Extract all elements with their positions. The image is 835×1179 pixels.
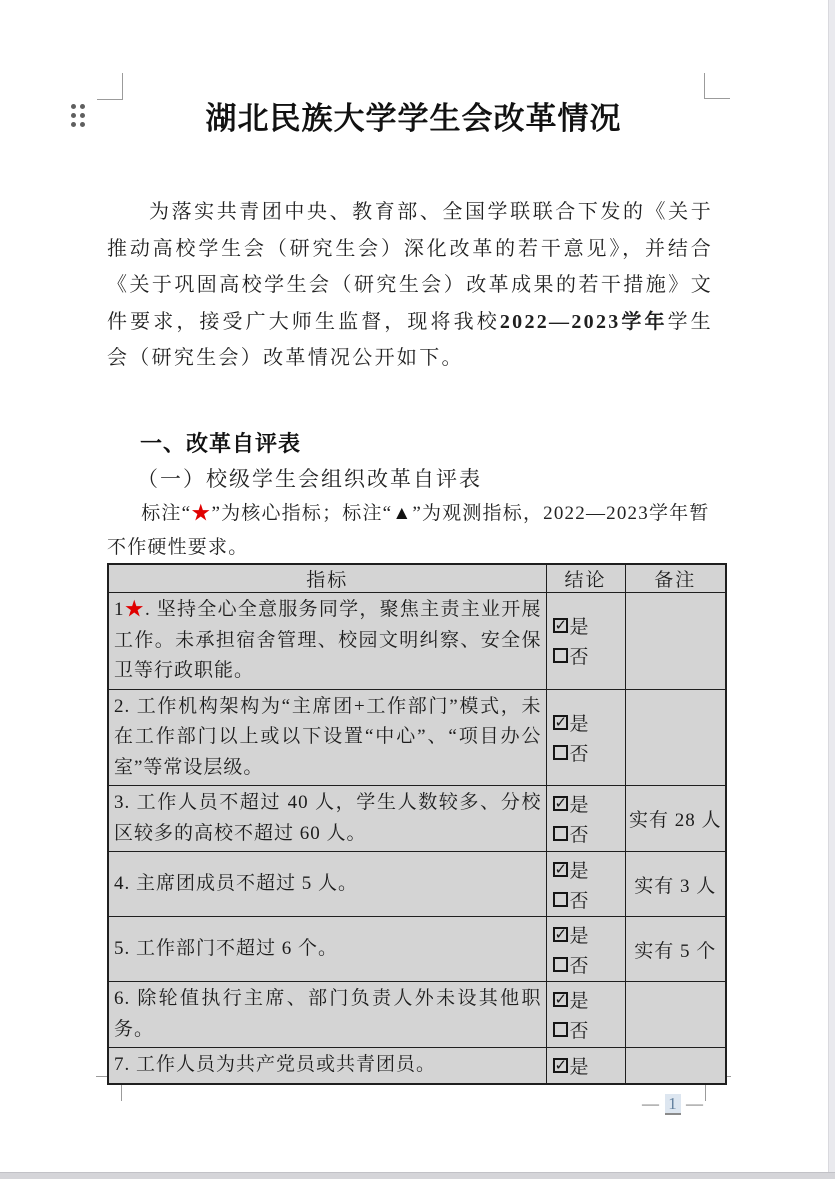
section-heading-2: （一）校级学生会组织改革自评表 [137, 467, 482, 491]
checkbox-yes[interactable] [553, 919, 625, 949]
intro-paragraph [107, 194, 713, 377]
self-evaluation-table [107, 563, 725, 1085]
checkbox-label: 是 [569, 617, 589, 639]
checkbox-checked-icon[interactable] [553, 992, 568, 1007]
checkbox-checked-icon[interactable] [553, 1058, 568, 1073]
conclusion-cell [546, 917, 625, 982]
checkbox-label: 是 [569, 925, 589, 947]
table-row [108, 1048, 726, 1084]
checkbox-empty-icon[interactable] [553, 1022, 568, 1037]
table-header-row [108, 564, 726, 593]
core-indicator-star-icon: ★ [191, 503, 212, 524]
table-row [108, 786, 726, 852]
indicator-text: . 坚持全心全意服务同学，聚焦主责主业开展工作。未承担宿舍管理、校园文明纠察、安全保卫等行政职能。 [114, 599, 542, 681]
checkbox-no[interactable] [553, 884, 625, 914]
section-heading-1: 一、改革自评表 [140, 431, 302, 456]
indicator-number: 7 [114, 1054, 125, 1075]
conclusion-cell [546, 852, 625, 917]
conclusion-cell [546, 982, 625, 1048]
table-row [108, 852, 726, 917]
checkbox-checked-icon[interactable] [553, 927, 568, 942]
core-indicator-star-icon: ★ [124, 599, 146, 620]
indicator-number: 1 [114, 599, 125, 620]
column-header-indicator: 指标 [108, 564, 546, 593]
checkbox-yes[interactable] [553, 985, 625, 1015]
remark-cell [625, 1048, 726, 1084]
table-row [108, 982, 726, 1048]
checkbox-no[interactable] [553, 819, 625, 849]
table-row [108, 917, 726, 982]
page-title: 湖北民族大学学生会改革情况 [205, 101, 622, 136]
checkbox-label: 否 [569, 647, 589, 669]
crop-mark-top-right [704, 73, 730, 99]
note-segment: 标注“ [141, 503, 192, 524]
indicator-text: . 工作人员为共产党员或共青团员。 [124, 1054, 437, 1075]
checkbox-yes[interactable] [553, 1050, 625, 1080]
indicator-text: . 主席团成员不超过 5 人。 [124, 872, 359, 894]
checkbox-label: 否 [569, 955, 589, 977]
indicator-cell [108, 982, 546, 1048]
table-row [108, 689, 726, 786]
vertical-scrollbar[interactable] [828, 0, 835, 1179]
observed-indicator-triangle-icon: ▲ [392, 503, 413, 524]
table-row [108, 593, 726, 690]
page-number-dash-right: — [686, 1094, 704, 1113]
conclusion-cell [546, 593, 625, 690]
conclusion-cell [546, 786, 625, 852]
page-number-dash-left: — [642, 1094, 660, 1113]
remark-cell [625, 689, 726, 786]
indicator-text: . 除轮值执行主席、部门负责人外未设其他职务。 [114, 988, 542, 1040]
indicator-number: 5 [114, 937, 125, 959]
conclusion-cell [546, 1048, 625, 1084]
indicator-number: 4 [114, 872, 125, 894]
checkbox-label: 否 [569, 1021, 589, 1042]
checkbox-yes[interactable] [553, 854, 625, 884]
indicator-note [107, 497, 719, 565]
checkbox-label: 否 [569, 890, 589, 912]
crop-mark-top-left [97, 73, 123, 100]
checkbox-label: 是 [569, 991, 589, 1012]
checkbox-label: 是 [569, 713, 589, 735]
indicator-cell [108, 786, 546, 852]
checkbox-checked-icon[interactable] [553, 618, 568, 633]
page-edge-band [0, 1172, 835, 1179]
checkbox-label: 是 [569, 1056, 589, 1078]
checkbox-yes[interactable] [553, 707, 625, 737]
conclusion-cell [546, 689, 625, 786]
page-number-value: 1 [665, 1094, 681, 1115]
checkbox-label: 是 [569, 795, 589, 816]
drag-handle-icon[interactable] [71, 104, 89, 127]
checkbox-no[interactable] [553, 737, 625, 767]
checkbox-no[interactable] [553, 1015, 625, 1045]
checkbox-empty-icon[interactable] [553, 957, 568, 972]
intro-bold-segment: 2022—2023学年 [499, 310, 668, 333]
column-header-conclusion: 结论 [546, 564, 625, 593]
indicator-cell [108, 689, 546, 786]
checkbox-checked-icon[interactable] [553, 796, 568, 811]
indicator-cell [108, 1048, 546, 1084]
indicator-text: . 工作人员不超过 40 人，学生人数较多、分校区较多的高校不超过 60 人。 [114, 792, 542, 844]
checkbox-empty-icon[interactable] [553, 648, 568, 663]
indicator-cell [108, 593, 546, 690]
column-header-remark: 备注 [625, 564, 726, 593]
indicator-text: . 工作机构架构为“主席团+工作部门”模式，未在工作部门以上或以下设置“中心”、“项目办公室”等常设层级。 [114, 695, 542, 778]
indicator-number: 3 [114, 792, 125, 813]
checkbox-no[interactable] [553, 641, 625, 671]
checkbox-label: 是 [569, 860, 589, 882]
indicator-number: 2 [114, 695, 125, 717]
intro-segment: 为落实共青团中央、教育部、全国学联联合下发的《关于推动高校学生会（研究生会）深化改革的若干意见》，并结合《关于巩固高校学生会（研究生会）改革成果的若干措施》文件要求，接受广大师生监督，现将我校 [107, 201, 713, 333]
checkbox-label: 否 [569, 743, 589, 765]
intro-segment: 学生会（研究生会）改革情况公开如下。 [107, 310, 713, 369]
checkbox-empty-icon[interactable] [553, 826, 568, 841]
checkbox-checked-icon[interactable] [553, 715, 568, 730]
checkbox-yes[interactable] [553, 789, 625, 819]
checkbox-empty-icon[interactable] [553, 892, 568, 907]
checkbox-empty-icon[interactable] [553, 745, 568, 760]
checkbox-yes[interactable] [553, 611, 625, 641]
remark-cell [625, 593, 726, 690]
indicator-text: . 工作部门不超过 6 个。 [124, 937, 339, 959]
remark-cell: 实有 3 人 [625, 852, 726, 917]
page-number [633, 1094, 713, 1114]
indicator-number: 6 [114, 988, 125, 1009]
indicator-cell [108, 852, 546, 917]
note-segment: ”为核心指标；标注“ [211, 503, 393, 524]
indicator-cell [108, 917, 546, 982]
remark-cell: 实有 5 个 [625, 917, 726, 982]
checkbox-no[interactable] [553, 949, 625, 979]
checkbox-label: 否 [569, 825, 589, 846]
remark-cell: 实有 28 人 [625, 786, 726, 852]
note-segment: ”为观测指标，2022—2023学年暂不作硬性要求。 [107, 503, 710, 558]
remark-cell [625, 982, 726, 1048]
checkbox-checked-icon[interactable] [553, 862, 568, 877]
